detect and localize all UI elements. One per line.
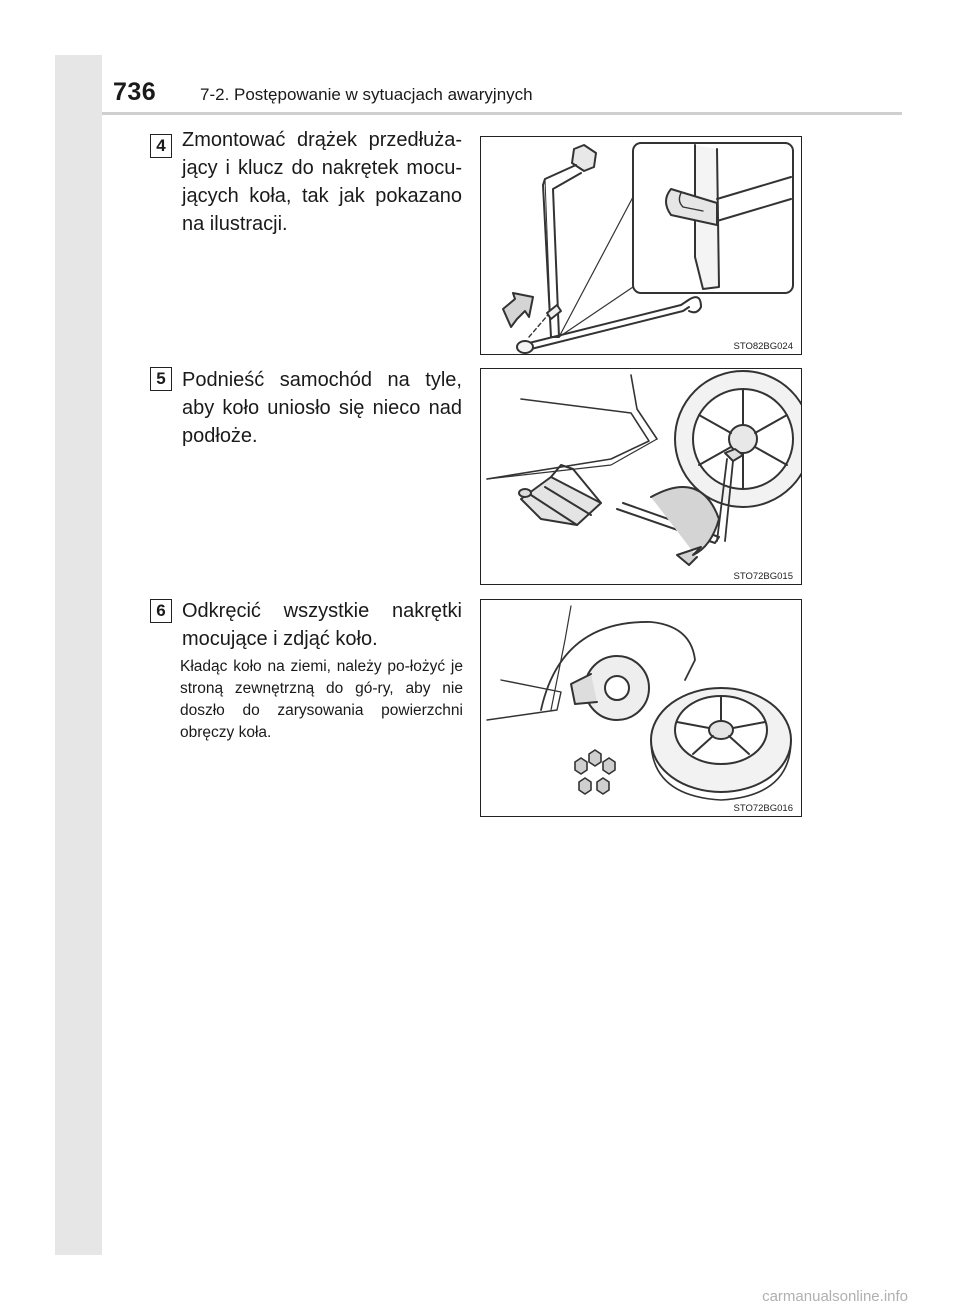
figure-code-6: STO72BG016 (733, 803, 793, 814)
wrench-assembly-illustration (481, 137, 801, 354)
car-jack-illustration (481, 369, 801, 584)
figure-step-5 (480, 368, 802, 585)
page-number: 736 (113, 78, 157, 106)
step-text-4: Zmontować drążek przedłuża-jący i klucz do nakrętek mocu-jących koła, tak jak pokazano na ilustracji. (182, 129, 462, 235)
figure-step-4 (480, 136, 802, 355)
figure-code-5: STO72BG015 (733, 571, 793, 582)
header-rule (102, 112, 902, 115)
figure-code-4: STO82BG024 (733, 341, 793, 352)
step-text-6: Odkręcić wszystkie nakrętki mocujące i zdjąć koło. (182, 600, 462, 650)
step-text-5: Podnieść samochód na tyle, aby koło uniosło się nieco nad podłoże. (182, 369, 462, 447)
step-note-6: Kładąc koło na ziemi, należy po-łożyć je stroną zewnętrzną do gó-ry, aby nie doszło do zarysowania powierzchni obręczy koła. (180, 658, 463, 741)
step-number-4: 4 (150, 134, 172, 158)
side-tab (55, 55, 102, 1255)
step-number-6: 6 (150, 599, 172, 623)
wheel-removal-illustration (481, 600, 801, 816)
step-number-5: 5 (150, 367, 172, 391)
figure-step-6 (480, 599, 802, 817)
footer-watermark: carmanualsonline.info (762, 1288, 908, 1305)
chapter-title: 7-2. Postępowanie w sytuacjach awaryjnych (200, 85, 533, 104)
